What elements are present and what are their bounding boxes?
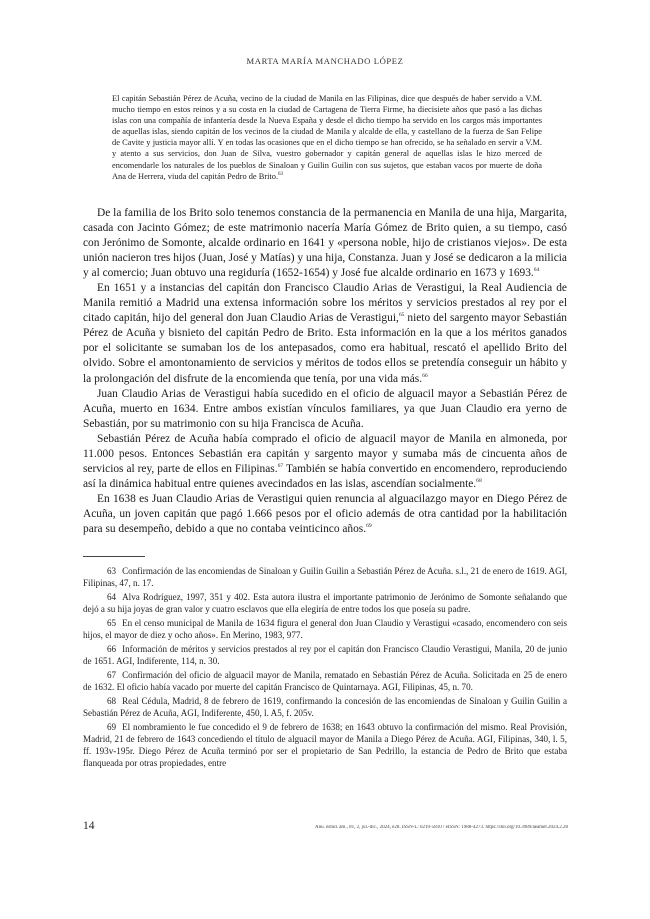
- footnote-number: 69: [107, 721, 117, 732]
- footnotes: [83, 565, 567, 771]
- footnote: [83, 643, 567, 667]
- footnote: [83, 669, 567, 693]
- footnote: [83, 617, 567, 641]
- footnote-text: Confirmación del oficio de alguacil mayor de Manila, rematado en Sebastián Pérez de Acuña. Solicitada en 25 de enero de 1632. El oficio había vacado por muerte del capitán Francisco de Quintarnaya. AGI, Filipinas, 45, n. 70.: [83, 669, 567, 692]
- paragraph-text: En 1638 es Juan Claudio Arias de Verastigui quien renuncia al alguacilazgo mayor en Diego Pérez de Acuña, un joven capitán que pagó 1.666 pesos por el oficio además de otra cantidad por la habilitación para su desempeño, debido a que no contaba veinticinco años.: [83, 492, 567, 535]
- footnote-ref[interactable]: 66: [422, 372, 428, 379]
- footnote: [83, 695, 567, 719]
- footnote-divider: [83, 556, 145, 557]
- paragraph-text: Juan Claudio Arias de Verastigui había sucedido en el oficio de alguacil mayor a Sebastián Pérez de Acuña, muerto en 1634. Entre ambos existían vínculos familiares, ya que Juan Claudio era yerno de Sebastián, por su matrimonio con su hija Francisca de Acuña.: [83, 387, 567, 430]
- footnote-ref[interactable]: 69: [366, 523, 372, 530]
- footnote-ref[interactable]: 67: [277, 463, 284, 469]
- footnote-ref[interactable]: 68: [476, 478, 482, 485]
- footnote-ref[interactable]: 63: [278, 171, 284, 177]
- footnote: [83, 721, 567, 769]
- footnote-number: 67: [107, 669, 117, 680]
- paragraph: [83, 281, 567, 386]
- footnote-ref[interactable]: 64: [533, 267, 540, 274]
- footnote-text: En el censo municipal de Manila de 1634 figura el general don Juan Claudio y Verastigui «casado, encomendero con seis hijos, el mayor de diez y ocho años». En Merino, 1983, 977.: [83, 617, 567, 641]
- footnote: [83, 565, 567, 589]
- paragraph: [83, 206, 567, 281]
- footnote-number: 64: [107, 591, 117, 602]
- running-header: MARTA MARÍA MANCHADO LÓPEZ: [246, 56, 404, 66]
- footnote-number: 66: [107, 643, 117, 654]
- page-number: 14: [83, 820, 95, 832]
- footnote-text: Información de méritos y servicios prestados al rey por el capitán don Francisco Claudio Verastigui, Manila, 20 de junio de 1651. AGI, Indiferente, 114, n. 30.: [83, 643, 567, 666]
- footnote-text: Real Cédula, Madrid, 8 de febrero de 1619, confirmando la concesión de las encomiendas de Sinaloan y Guilin Guilin a Sebastián Pérez de Acuña, AGI, Indiferente, 450, l. A5, f. 205v.: [83, 695, 567, 718]
- footnote-number: 65: [107, 617, 117, 628]
- footnote: [83, 591, 567, 615]
- paragraph-text: También se había convertido en encomendero, reproduciendo así la dinámica habitual entre quienes avecindados en las islas, ascendían socialmente.: [83, 462, 567, 490]
- paragraph-text: nieto del sargento mayor Sebastián Pérez de Acuña y bisnieto del capitán Pedro de Brito. Esta información en la que a los méritos ganados por el solicitante se sumaban los de los antepasados, como era habitual, rescató el apellido Brito del olvido. Sobre el amontonamiento de servicios y méritos de todos ellos se pretendía conseguir un hábito y la prolongación del disfrute de la encomienda que tenía, por una vida más.: [83, 312, 567, 385]
- footnote-ref[interactable]: 65: [398, 312, 405, 319]
- footnote-text: Alva Rodríguez, 1997, 351 y 402. Esta autora ilustra el importante patrimonio de Jerónimo de Somonte señalando que dejó a su hija joyas de gran valor y cuatro esclavos que ella elegiría de entre todos los que poseía su padre.: [83, 591, 567, 615]
- paragraph-text: De la familia de los Brito solo tenemos constancia de la permanencia en Manila de una hija, Margarita, casada con Jacinto Gómez; de este matrimonio nacería María Gómez de Brito quien, a su tiempo, casó con Jerónimo de Somonte, alcalde ordinario en 1641 y «persona noble, hijo de cristianos viejos». De esta unión nacieron tres hijos (Juan, José y Matías) y una hija, Constanza. Juan y José se dedicaron a la milicia y al comercio; Juan obtuvo una regiduría (1652-1654) y José fue alcalde ordinario en 1673 y 1693.: [83, 207, 567, 280]
- footnote-number: 63: [107, 566, 117, 576]
- footnote-number: 68: [107, 695, 117, 706]
- block-quote: [112, 93, 542, 182]
- paragraph: [83, 387, 567, 432]
- journal-citation: Anu. estud. am., 81, 2, jul.-dic., 2024, e28. ISSN-L: 0210-5810 / eISSN: 1988-4273. https://doi.org/10.3989/aeamer.2024.2.28: [315, 825, 568, 830]
- footnote-text: El nombramiento le fue concedido el 9 de febrero de 1638; en 1643 obtuvo la confirmación del mismo. Real Provisión, Madrid, 21 de febrero de 1643 concediendo el título de alguacil mayor de Manila a Diego Pérez de Acuña. AGI, Filipinas, 340, l. 5, ff. 193v-195r. Diego Pérez de Acuña terminó por ser el propietario de San Pedrillo, la estancia de Pedro de Brito que estaba flanqueada por otras propiedades, entre: [83, 721, 567, 769]
- footnote-text: Confirmación de las encomiendas de Sinaloan y Guilin Guilin a Sebastián Pérez de Acuña. s.l., 21 de enero de 1619. AGI, Filipinas, 47, n. 17.: [83, 566, 567, 589]
- paragraph: [83, 492, 567, 537]
- paragraph: [83, 432, 567, 492]
- body-text: [83, 206, 567, 537]
- paragraph-text: Sebastián Pérez de Acuña había comprado el oficio de alguacil mayor de Manila en almoneda, por 11.000 pesos. Entonces Sebastián era capitán y sargento mayor y sumaba más de cincuenta años de servicios al rey, parte de ellos en Filipinas.: [83, 432, 567, 475]
- paragraph-text: En 1651 y a instancias del capitán don Francisco Claudio Arias de Verastigui, la Real Audiencia de Manila remitió a Madrid una extensa información sobre los méritos y servicios prestados al rey por el citado capitán, hijo del general don Juan Claudio Arias de Verastigui,: [83, 282, 567, 325]
- block-quote-text: El capitán Sebastián Pérez de Acuña, vecino de la ciudad de Manila en las Filipinas, dice que después de haber servido a V.M. mucho tiempo en estos reinos y a su costa en la ciudad de Cartagena de Tierra Firme, ha diecisiete años que pasó a las dichas islas con una compañía de infantería desde la Nueva España y desde el dicho tiempo ha servido en los cargos más importantes de aquellas islas, siendo capitán de los vecinos de la ciudad de Manila y alcalde de ella, y castellano de la fuerza de San Felipe de Cavite y justicia mayor allí. Y en todas las ocasiones que en el dicho tiempo se han ofrecido, se ha señalado en servir a V.M. y atento a sus servicios, don Juan de Silva, vuestro gobernador y capitán general de aquellas islas le hizo merced de encomendarle los naturales de los pueblos de Sinaloan y Guilin Guilin con sus sujetos, que estaban vacos por muerte de doña Ana de Herrera, viuda del capitán Pedro de Brito.: [112, 94, 542, 181]
